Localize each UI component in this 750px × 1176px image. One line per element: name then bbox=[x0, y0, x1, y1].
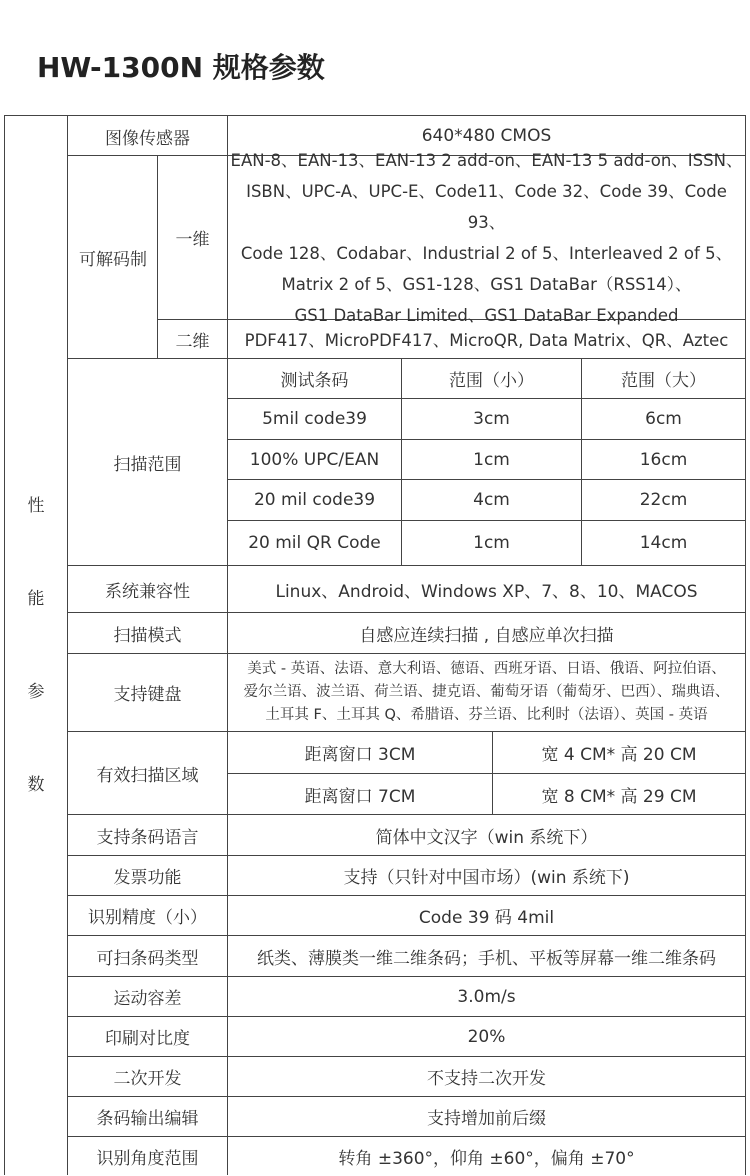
scan-range-cell: 16cm bbox=[639, 449, 688, 470]
scan-range-cell: 4cm bbox=[473, 490, 510, 510]
compat-value: Linux、Android、Windows XP、7、8、10、MACOS bbox=[275, 581, 698, 602]
two-d-value: PDF417、MicroPDF417、MicroQR, Data Matrix、QR、Aztec bbox=[244, 331, 729, 350]
one-d-line-4: Matrix 2 of 5、GS1-128、GS1 DataBar（RSS14）、 bbox=[281, 274, 692, 294]
spec-row-value: 支持增加前后缀 bbox=[427, 1109, 546, 1129]
scan-range-label: 扫描范围 bbox=[113, 454, 182, 475]
scan-range-header: 测试条码 bbox=[280, 371, 349, 391]
spec-row-label: 识别精度（小） bbox=[88, 908, 207, 928]
two-d-label: 二维 bbox=[175, 331, 210, 352]
one-d-line-2: ISBN、UPC-A、UPC-E、Code11、Code 32、Code 39、Code 93、 bbox=[246, 181, 727, 232]
one-d-line-5: GS1 DataBar Limited、GS1 DataBar Expanded bbox=[294, 305, 679, 325]
spec-row-label: 发票功能 bbox=[113, 868, 182, 888]
decode-label: 可解码制 bbox=[79, 249, 147, 270]
scan-range-cell: 1cm bbox=[473, 449, 510, 470]
spec-row-label: 支持条码语言 bbox=[96, 828, 199, 848]
one-d-line-3: Code 128、Codabar、Industrial 2 of 5、Interleaved 2 of 5、 bbox=[240, 243, 733, 263]
spec-row-label: 印刷对比度 bbox=[105, 1029, 190, 1049]
spec-row-label: 识别角度范围 bbox=[96, 1149, 199, 1169]
scan-range-cell: 14cm bbox=[639, 533, 688, 553]
scan-range-cell: 100% UPC/EAN bbox=[249, 449, 380, 470]
scan-range-cell: 20 mil QR Code bbox=[248, 533, 381, 553]
image-sensor-label: 图像传感器 bbox=[105, 128, 190, 149]
keyboard-line-2: 爱尔兰语、波兰语、荷兰语、捷克语、葡萄牙语（葡萄牙、巴西）、瑞典语、 bbox=[243, 684, 730, 700]
scan-range-cell: 20 mil code39 bbox=[253, 490, 376, 510]
scan-range-cell: 6cm bbox=[645, 409, 682, 429]
scan-range-header: 范围（小） bbox=[449, 371, 534, 391]
scan-area-label: 有效扫描区域 bbox=[96, 765, 199, 786]
keyboard-line-3: 土耳其 F、土耳其 Q、希腊语、芬兰语、比利时（法语）、英国 - 英语 bbox=[265, 707, 708, 723]
keyboard-value bbox=[228, 654, 745, 731]
spec-row-value: 20% bbox=[467, 1026, 506, 1047]
scan-area-r2-size: 宽 8 CM* 高 29 CM bbox=[541, 786, 697, 807]
scan-range-cell: 5mil code39 bbox=[262, 409, 367, 429]
spec-row-label: 条码输出编辑 bbox=[96, 1109, 199, 1129]
spec-row-value: 纸类、薄膜类一维二维条码；手机、平板等屏幕一维二维条码 bbox=[257, 948, 716, 969]
grid-line-h bbox=[4, 115, 746, 116]
spec-row-value: 转角 ±360°，仰角 ±60°，偏角 ±70° bbox=[338, 1149, 635, 1169]
spec-row-value: Code 39 码 4mil bbox=[418, 908, 555, 928]
scan-mode-value: 自感应连续扫描 , 自感应单次扫描 bbox=[359, 625, 614, 646]
compat-label: 系统兼容性 bbox=[105, 581, 190, 602]
keyboard-line-1: 美式 - 英语、法语、意大利语、德语、西班牙语、日语、俄语、阿拉伯语、 bbox=[247, 661, 726, 677]
scan-range-cell: 3cm bbox=[473, 409, 510, 429]
side-char-1: 性 bbox=[27, 495, 45, 516]
spec-row-value: 不支持二次开发 bbox=[427, 1069, 546, 1089]
spec-row-label: 可扫条码类型 bbox=[96, 948, 199, 969]
page-title: HW-1300N 规格参数 bbox=[37, 51, 325, 84]
side-label bbox=[5, 116, 67, 1175]
side-char-4: 数 bbox=[27, 774, 45, 795]
scan-mode-label: 扫描模式 bbox=[113, 625, 182, 646]
one-d-label: 一维 bbox=[175, 230, 210, 250]
spec-row-label: 运动容差 bbox=[113, 989, 182, 1009]
spec-row-value: 支持（只针对中国市场）(win 系统下) bbox=[343, 868, 630, 888]
scan-area-r2-distance: 距离窗口 7CM bbox=[304, 786, 416, 807]
spec-row-label: 二次开发 bbox=[113, 1069, 182, 1089]
scan-range-cell: 1cm bbox=[473, 533, 510, 553]
one-d-value bbox=[228, 150, 745, 325]
spec-row-value: 简体中文汉字（win 系统下） bbox=[375, 828, 598, 848]
side-char-2: 能 bbox=[27, 588, 45, 609]
grid-line-h bbox=[67, 814, 746, 815]
spec-row-value: 3.0m/s bbox=[457, 986, 516, 1007]
one-d-line-1: EAN-8、EAN-13、EAN-13 2 add-on、EAN-13 5 add-on、ISSN、 bbox=[230, 150, 743, 170]
scan-area-r1-distance: 距离窗口 3CM bbox=[304, 745, 416, 765]
keyboard-label: 支持键盘 bbox=[113, 685, 182, 705]
side-char-3: 参 bbox=[27, 681, 45, 702]
image-sensor-value: 640*480 CMOS bbox=[421, 126, 552, 146]
scan-range-header: 范围（大） bbox=[621, 371, 706, 391]
scan-range-cell: 22cm bbox=[639, 490, 688, 510]
scan-area-r1-size: 宽 4 CM* 高 20 CM bbox=[541, 745, 697, 765]
